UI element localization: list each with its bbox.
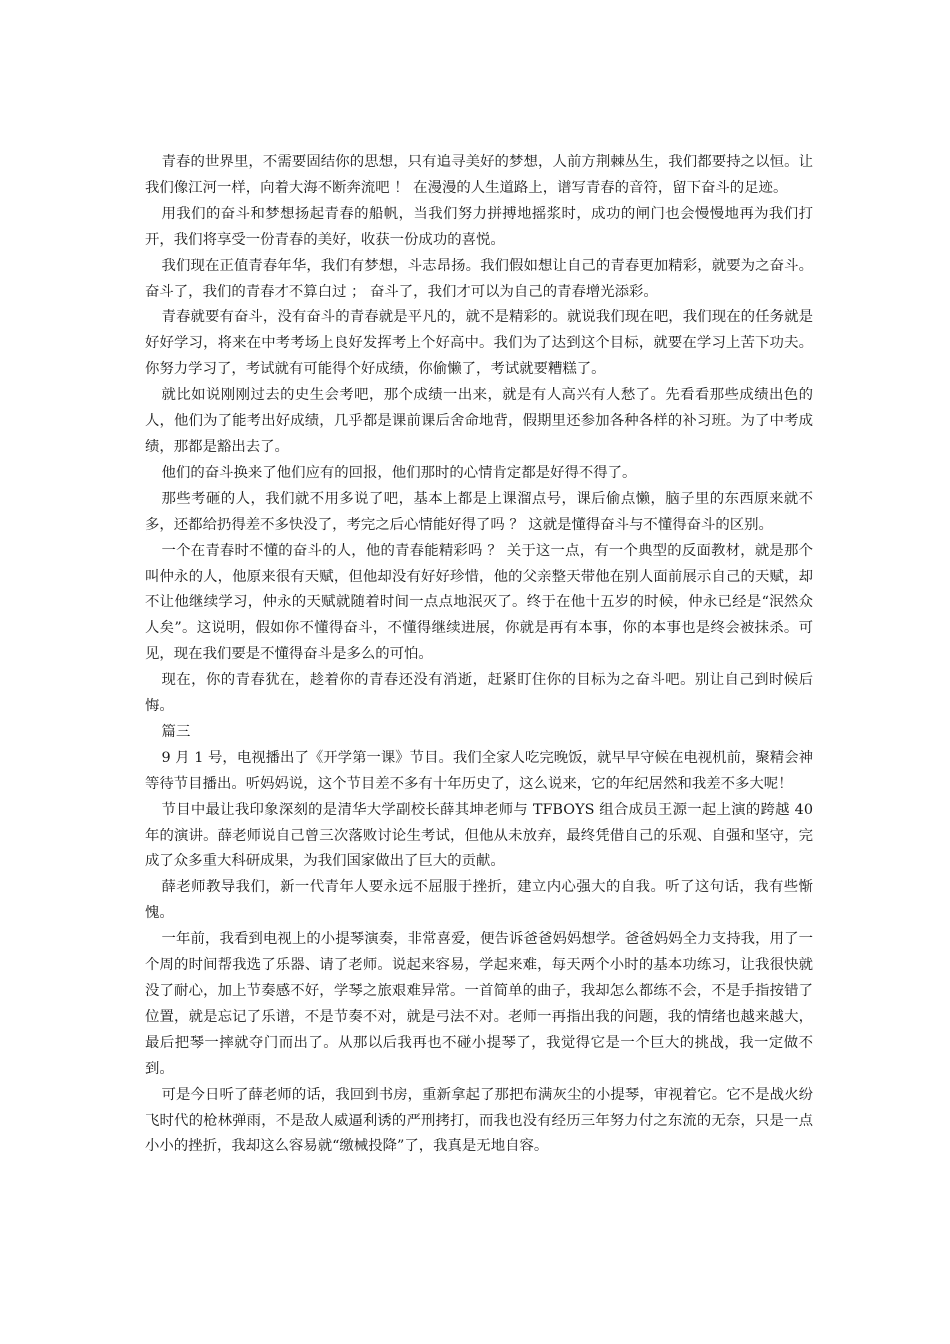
section-heading: 篇三 — [161, 723, 191, 740]
paragraph: 青春就要有奋斗，没有奋斗的青春就是平凡的，就不是精彩的。就说我们现在吧，我们现在的任务就是好好学习，将来在中考考场上良好发挥考上个好高中。我们为了达到这个目标，就要在学习上苦下功夫。你努力学习了，考试就有可能得个好成绩，你偷懒了，考试就要糟糕了。 — [145, 309, 813, 378]
paragraph: 节目中最让我印象深刻的是清华大学副校长薛其坤老师与 TFBOYS 组合成员王源一起上演的跨越 40 年的演讲。薛老师说自己曾三次落败讨论生考试，但他从未放弃，最终凭借自己的乐观、自强和坚守，完成了众多重大科研成果，为我们国家做出了巨大的贡献。 — [145, 801, 813, 870]
paragraph: 用我们的奋斗和梦想扬起青春的船帆，当我们努力拼搏地摇浆时，成功的闸门也会慢慢地再为我们打开，我们将享受一份青春的美好，收获一份成功的喜悦。 — [145, 205, 813, 248]
paragraph: 薛老师教导我们，新一代青年人要永远不屈服于挫折，建立内心强大的自我。听了这句话，我有些惭愧。 — [145, 879, 813, 922]
paragraph: 就比如说刚刚过去的史生会考吧，那个成绩一出来，就是有人高兴有人愁了。先看看那些成绩出色的人，他们为了能考出好成绩，几乎都是课前课后舍命地背，假期里还参加各种各样的补习班。为了中考成绩，那都是豁出去了。 — [145, 387, 813, 455]
paragraph: 一年前，我看到电视上的小提琴演奏，非常喜爱，便告诉爸爸妈妈想学。爸爸妈妈全力支持我，用了一个周的时间帮我选了乐器、请了老师。说起来容易，学起来难，每天两个小时的基本功练习，让我很快就没了耐心，加上节奏感不好，学琴之旅艰难异常。一首简单的曲子，我却怎么都练不会，不是手指按错了位置，就是忘记了乐谱，不是节奏不对，就是弓法不对。老师一再指出我的问题，我的情绪也越来越大，最后把琴一摔就夺门而出了。从那以后我再也不碰小提琴了，我觉得它是一个巨大的挑战，我一定做不到。 — [145, 931, 813, 1077]
paragraph: 那些考砸的人，我们就不用多说了吧，基本上都是上课溜点号，课后偷点懒，脑子里的东西原来就不多，还都给扔得差不多快没了，考完之后心情能好得了吗 ？ 这就是懂得奋斗与不懂得奋斗的区别。 — [145, 490, 813, 533]
paragraph: 青春的世界里，不需要固结你的思想，只有追寻美好的梦想，人前方荆棘丛生，我们都要持之以恒。让我们像江河一样，向着大海不断奔流吧 ！ 在漫漫的人生道路上，谱写青春的音符，留下奋斗的足迹。 — [145, 154, 813, 196]
paragraph: 可是今日听了薛老师的话，我回到书房，重新拿起了那把布满灰尘的小提琴，审视着它。它不是战火纷飞时代的枪林弹雨，不是敌人威逼利诱的严刑拷打，而我也没有经历三年努力付之东流的无奈，只是一点小小的挫折，我却这么容易就“缴械投降”了，我真是无地自容。 — [145, 1086, 813, 1155]
document-page — [145, 150, 813, 1160]
paragraph: 现在，你的青春犹在，趁着你的青春还没有消逝，赶紧盯住你的目标为之奋斗吧。别让自己到时候后悔。 — [145, 672, 813, 715]
paragraph: 9 月 1 号，电视播出了《开学第一课》节目。我们全家人吃完晚饭，就早早守候在电视机前，聚精会神等待节目播出。听妈妈说，这个节目差不多有十年历史了，这么说来，它的年纪居然和我差不多大呢！ — [145, 749, 813, 792]
paragraph: 一个在青春时不懂的奋斗的人，他的青春能精彩吗 ？ 关于这一点，有一个典型的反面教材，就是那个叫仲永的人，他原来很有天赋，但他却没有好好珍惜，他的父亲整天带他在别人面前展示自己的天赋，却不让他继续学习，仲永的天赋就随着时间一点点地泯灭了。终于在他十五岁的时候，仲永已经是“泯然众人矣”。这说明，假如你不懂得奋斗，不懂得继续进展，你就是再有本事，你的本事也是终会被抹杀。可见，现在我们要是不懂得奋斗是多么的可怕。 — [145, 542, 813, 663]
paragraph: 他们的奋斗换来了他们应有的回报，他们那时的心情肯定都是好得不得了。 — [161, 464, 637, 481]
paragraph: 我们现在正值青春年华，我们有梦想，斗志昂扬。我们假如想让自己的青春更加精彩，就要为之奋斗。奋斗了，我们的青春才不算白过 ； 奋斗了，我们才可以为自己的青春增光添彩。 — [145, 257, 813, 300]
